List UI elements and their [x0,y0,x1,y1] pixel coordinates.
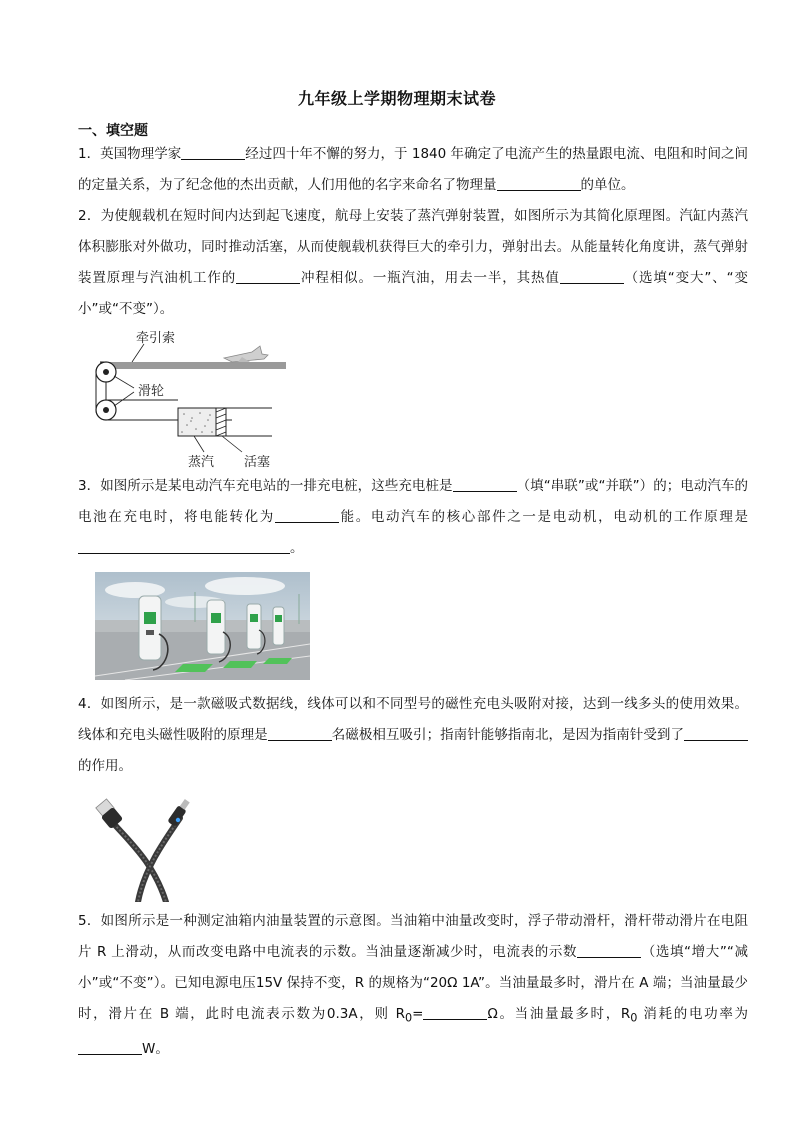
answer-blank[interactable] [577,944,641,959]
deck-bar [100,362,286,369]
steam-chamber [178,408,216,436]
answer-blank[interactable] [423,1006,487,1021]
answer-blank[interactable] [181,146,245,161]
answer-blank[interactable] [560,270,624,285]
label-piston: 活塞 [244,455,271,470]
steam-catapult-figure [92,328,292,470]
answer-blank[interactable] [78,1040,142,1055]
answer-blank[interactable] [268,727,332,742]
question-number: 3． [78,478,101,494]
answer-blank[interactable] [453,478,517,493]
question-number: 2． [78,208,101,224]
label-cable: 牵引索 [136,331,176,346]
aircraft-icon [224,346,268,362]
question-3: 3．如图所示是某电动汽车充电站的一排充电桩，这些充电桩是 （填“串联”或“并联”）的；电动汽车的电池在充电时，将电能转化为 能。电动汽车的核心部件之一是电动机，电动机的工作原理是。 [78,478,749,556]
charging-station-photo [95,572,310,680]
question-5: 5．如图所示是一种测定油箱内油量装置的示意图。当油箱中油量改变时，浮子带动滑杆，滑杆带动滑片在电阻片 R 上滑动，从而改变电路中电流表的示数。当油量逐渐减少时，电流表的示数 （选填“增大”“减小”或“不变”）。已知电源电压15V 保持不变，R 的规格为“20Ω 1A”。当油量最多时，滑片在 A 端；当油量最少时，滑片在 B 端，此时电流表示数为0.3A，则 $R_0= \Omega$。当油量最多时，$R_0$ 消耗的电功率为W。 [78,913,749,1057]
usb-plug-icon [96,799,123,829]
section-heading: 一、填空题 [78,123,148,139]
charger [273,607,284,645]
question-2: 2．为使舰载机在短时间内达到起飞速度，航母上安装了蒸汽弹射装置，如图所示为其简化原理图。汽缸内蒸汽体积膨胀对外做功，同时推动活塞，从而使舰载机获得巨大的牵引力，弹射出去。从能量转化角度讲，蒸气弹射装置原理与汽油机工作的 冲程相似。一瓶汽油，用去一半，其热值 （选填“变大”、“变小”或“不变”）。 [78,208,749,317]
question-number: 5． [78,913,101,929]
page-title: 九年级上学期物理期末试卷 [297,89,496,108]
answer-blank[interactable] [275,509,339,524]
question-1: 1．英国物理学家 经过四十年不懈的努力，于 1840 年确定了电流产生的热量跟电流、电阻和时间之间的定量关系，为了纪念他的杰出贡献，人们用他的名字来命名了物理量 的单位。 [78,146,748,193]
question-number: 4． [78,696,101,712]
answer-blank[interactable] [497,177,581,192]
question-4: 4．如图所示，是一款磁吸式数据线，线体可以和不同型号的磁性充电头吸附对接，达到一线多头的使用效果。线体和充电头磁性吸附的原理是 名磁极相互吸引；指南针能够指南北，是因为指南针受到了的作用。 [78,696,749,774]
magnetic-cable-photo [92,794,204,902]
answer-blank[interactable] [684,727,748,742]
answer-blank[interactable] [78,540,290,555]
question-number: 1． [78,146,101,162]
answer-blank[interactable] [236,270,300,285]
label-pulley: 滑轮 [138,384,165,399]
label-steam: 蒸汽 [188,455,215,470]
